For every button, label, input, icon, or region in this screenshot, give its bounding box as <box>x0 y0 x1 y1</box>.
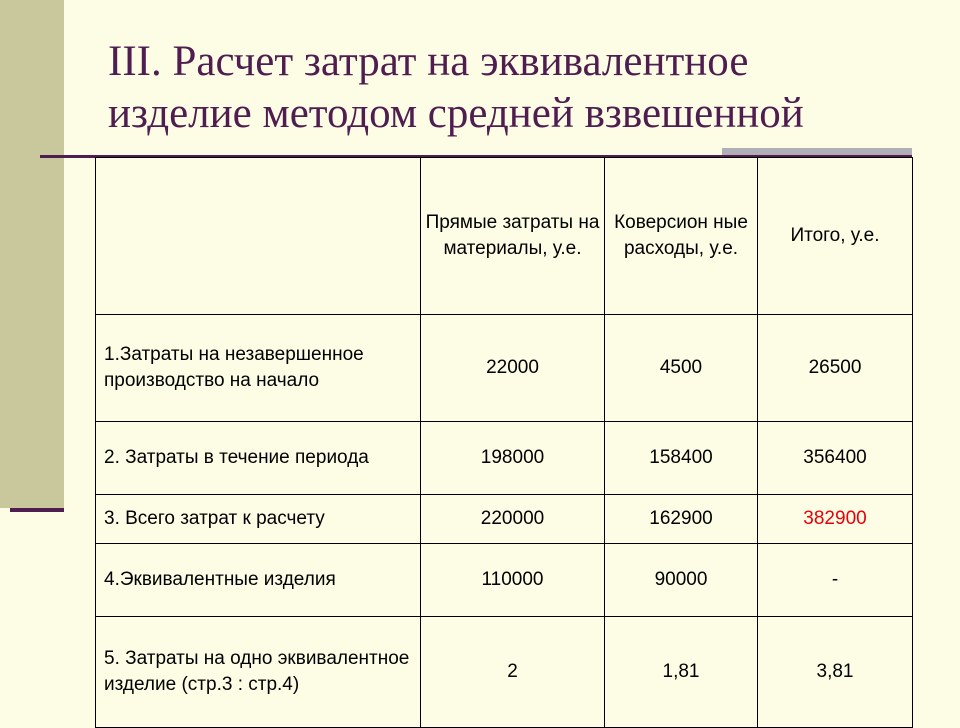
materials-value: 110000 <box>421 544 605 617</box>
left-accent-tick <box>10 508 64 512</box>
table-row <box>96 544 913 617</box>
row-label: 5. Затраты на одно эквивалентное изделие (стр.3 : стр.4) <box>96 617 421 728</box>
table-row <box>96 422 913 495</box>
slide-title <box>108 36 928 140</box>
row-label: 3. Всего затрат к расчету <box>96 495 421 544</box>
total-value: 356400 <box>758 422 913 495</box>
header-conversion: Коверсион ные расходы, у.е. <box>605 158 758 315</box>
conversion-value: 1,81 <box>605 617 758 728</box>
materials-value: 220000 <box>421 495 605 544</box>
conversion-value: 158400 <box>605 422 758 495</box>
table-row <box>96 315 913 422</box>
total-value: - <box>758 544 913 617</box>
left-accent-bar <box>0 0 64 508</box>
header-materials: Прямые затраты на материалы, у.е. <box>421 158 605 315</box>
total-value: 26500 <box>758 315 913 422</box>
table-row <box>96 495 913 544</box>
row-label: 4.Эквивалентные изделия <box>96 544 421 617</box>
conversion-value: 162900 <box>605 495 758 544</box>
total-value-highlighted: 382900 <box>758 495 913 544</box>
conversion-value: 4500 <box>605 315 758 422</box>
slide-title-line-2: изделие методом средней взвешенной <box>108 90 804 137</box>
materials-value: 198000 <box>421 422 605 495</box>
total-value: 3,81 <box>758 617 913 728</box>
materials-value: 22000 <box>421 315 605 422</box>
table-header-row <box>96 158 913 315</box>
conversion-value: 90000 <box>605 544 758 617</box>
materials-value: 2 <box>421 617 605 728</box>
header-total: Итого, у.е. <box>758 158 913 315</box>
table-row <box>96 617 913 728</box>
slide-title-line-1: III. Расчет затрат на эквивалентное <box>108 38 749 85</box>
cost-table <box>95 157 913 728</box>
header-blank-cell <box>96 158 421 315</box>
row-label: 1.Затраты на незавершенное производство на начало <box>96 315 421 422</box>
row-label: 2. Затраты в течение периода <box>96 422 421 495</box>
